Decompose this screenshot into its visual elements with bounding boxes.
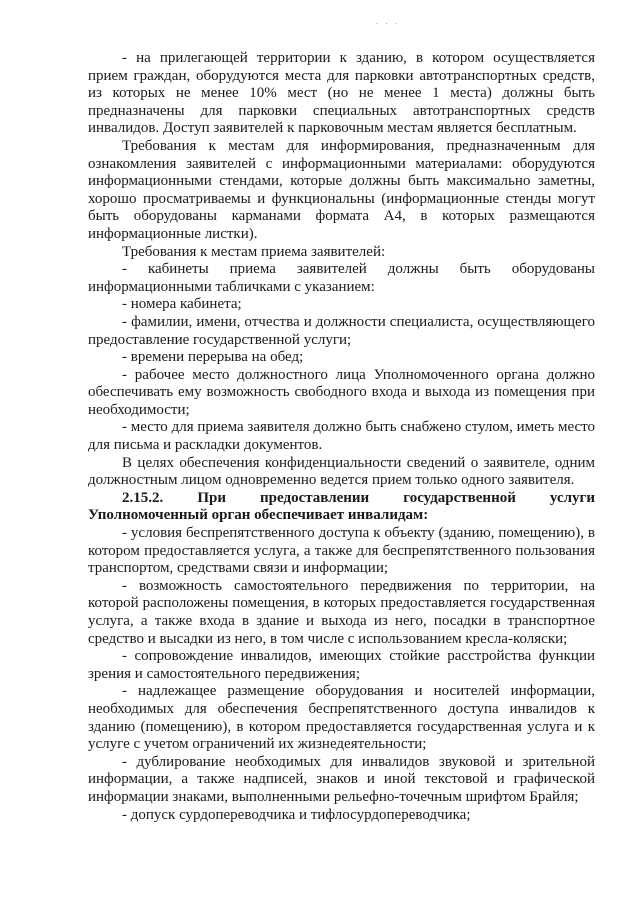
list-item-movement: - возможность самостоятельного передвижения по территории, на которой расположены помещения, в которых предоставляется государственная услуга, а также входа в здание и выхода из него, посадки в транспортное средство и высадки из него, в том числе с использованием кресла-коляски; <box>88 577 595 647</box>
list-item-escort: - сопровождение инвалидов, имеющих стойкие расстройства функции зрения и самостоятельного передвижения; <box>88 648 595 682</box>
list-item-cabinets: - кабинеты приема заявителей должны быть оборудованы информационными табличками с указанием: <box>88 261 595 295</box>
section-heading-2-15-2: 2.15.2. При предоставлении государственной услуги Уполномоченный орган обеспечивает инвалидам: <box>88 489 595 524</box>
list-item-cabinet-number: - номера кабинета; <box>122 296 242 313</box>
list-item-workplace: - рабочее место должностного лица Уполномоченного органа должно обеспечивать ему возможность свободного входа и выхода из помещения при необходимости; <box>88 366 595 418</box>
scan-marks: . . . <box>376 18 400 26</box>
list-item-braille: - дублирование необходимых для инвалидов звуковой и зрительной информации, а также надписей, знаков и иной текстовой и графической информации знаками, выполненными рельефно-точечным шрифтом Брайля; <box>88 753 595 805</box>
list-item-equipment-placement: - надлежащее размещение оборудования и носителей информации, необходимых для обеспечения беспрепятственного доступа инвалидов к зданию (помещению), в котором предоставляется государственная услуга и к услуге с учетом ограничений их жизнедеятельности; <box>88 683 595 753</box>
paragraph-confidentiality: В целях обеспечения конфиденциальности сведений о заявителе, одним должностным лицом одновременно ведется прием только одного заявителя. <box>88 454 595 489</box>
list-item-access-conditions: - условия беспрепятственного доступа к объекту (зданию, помещению), в котором предоставляется услуга, а также для беспрепятственного пользования транспортом, средствами связи и информации; <box>88 525 595 577</box>
document-page <box>88 50 595 824</box>
list-item-break-time: - времени перерыва на обед; <box>122 349 304 366</box>
list-item-applicant-seat: - место для приема заявителя должно быть снабжено стулом, иметь место для письма и раскладки документов. <box>88 419 595 454</box>
list-item-specialist-name: - фамилии, имени, отчества и должности специалиста, осуществляющего предоставление государственной услуги; <box>88 313 595 348</box>
list-item-sign-interpreter: - допуск сурдопереводчика и тифлосурдопереводчика; <box>122 806 471 823</box>
paragraph-reception-requirements: Требования к местам приема заявителей: <box>122 243 386 260</box>
paragraph-info-places: Требования к местам для информирования, предназначенным для ознакомления заявителей с информационными материалами: оборудуются информационными стендами, которые должны быть максимально заметны, хорошо просматриваемы и функциональны (информационные стенды могут быть оборудованы карманами формата А4, в которых размещаются информационные листки). <box>88 137 595 242</box>
paragraph-parking: - на прилегающей территории к зданию, в котором осуществляется прием граждан, оборудуются места для парковки автотранспортных средств, из которых не менее 10% мест (но не менее 1 места) должны быть предназначены для парковки специальных автотранспортных средств инвалидов. Доступ заявителей к парковочным местам является бесплатным. <box>88 50 595 137</box>
